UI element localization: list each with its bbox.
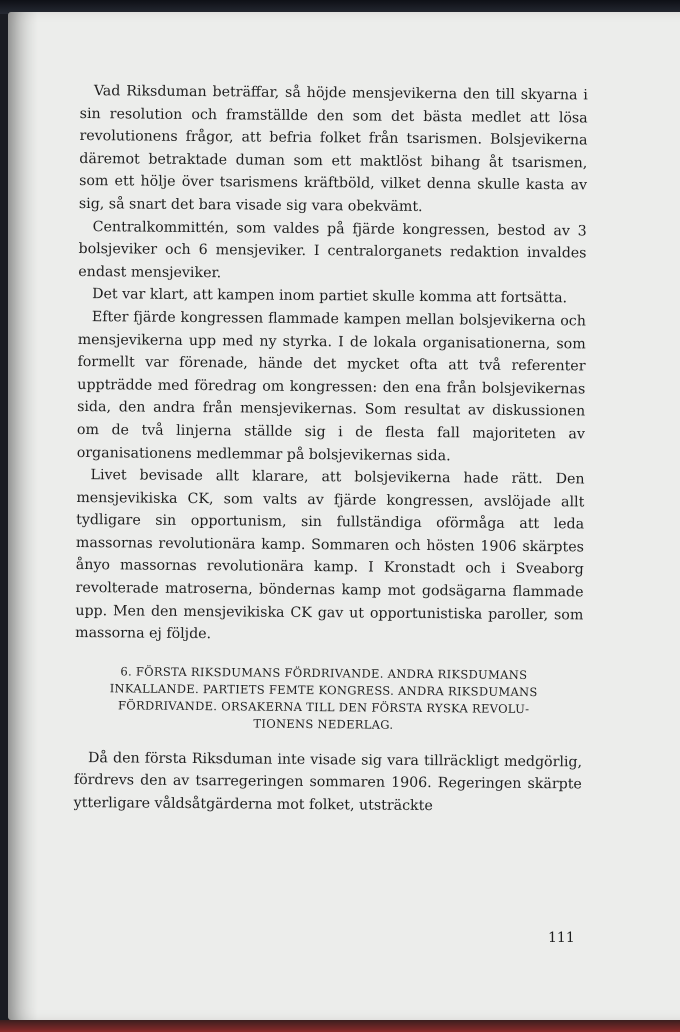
page-text-block — [74, 80, 588, 819]
paragraph-3: Det var klart, att kampen inom partiet skulle komma att fortsätta. — [92, 286, 568, 307]
page-gutter-shadow — [8, 12, 38, 1020]
page-number: 111 — [548, 930, 575, 946]
book-bottom-edge — [0, 1020, 680, 1032]
paragraph-1: Vad Riksduman beträffar, så höjde mensjevikerna den till skyarna i sin resolution och framställde den som det bästa medlet att lösa revolutionens frågor, att befria folket från tsarismen. Bolsjevikerna däremot betraktade duman som ett maktlöst bihang åt tsarismen, som ett hölje över tsarismens kräftböld, vilket denna skulle kasta av sig, så snart det bara visade sig vara obekvämt. — [78, 83, 588, 215]
paragraph-after-heading: Då den första Riksduman inte visade sig vara tillräckligt medgörlig, fördrevs den av tsarregeringen sommaren 1906. Regeringen skärpte ytterligare våldsåtgärderna mot folket, utsträckte — [73, 749, 583, 815]
paragraph-5: Livet bevisade allt klarare, att bolsjevikerna hade rätt. Den mensjevikiska CK, som valts av fjärde kongressen, avslöjade allt tydligare sin opportunism, sin fullständiga oförmåga att leda massornas revolutionära kamp. Sommaren och hösten 1906 skärptes ånyo massornas revolutionära kamp. I Kronstadt och i Sveaborg revolterade matroserna, böndernas kamp mot godsägarna flammade upp. Men den mensjevikiska CK gav ut opportunistiska paroller, som massorna ej följde. — [75, 467, 585, 643]
paragraph-2: Centralkommittén, som valdes på fjärde kongressen, bestod av 3 bolsjeviker och 6 mensjeviker. I centralorganets redaktion invaldes endast mensjeviker. — [78, 218, 587, 281]
section-heading: 6. FÖRSTA RIKSDUMANS FÖRDRIVANDE. ANDRA RIKSDUMANS INKALLANDE. PARTIETS FEMTE KONGRESS. ANDRA RIKSDUMANS FÖRDRIVANDE. ORSAKERNA TILL DEN FÖRSTA RYSKA REVOLUTIONENS NEDERLAG. — [109, 664, 538, 732]
paragraph-4: Efter fjärde kongressen flammade kampen mellan bolsjevikerna och mensjevikerna upp med ny styrka. I de lokala organisationerna, som formellt var förenade, hände det mycket ofta att två referenter uppträdde med föredrag om kongressen: den ena från bolsjevikernas sida, den andra från mensjevikernas. Som resultat av diskussionen om de två linjerna ställde sig i de flesta fall majoriteten av organisationens medlemmar på bolsjevikernas sida. — [76, 309, 586, 464]
